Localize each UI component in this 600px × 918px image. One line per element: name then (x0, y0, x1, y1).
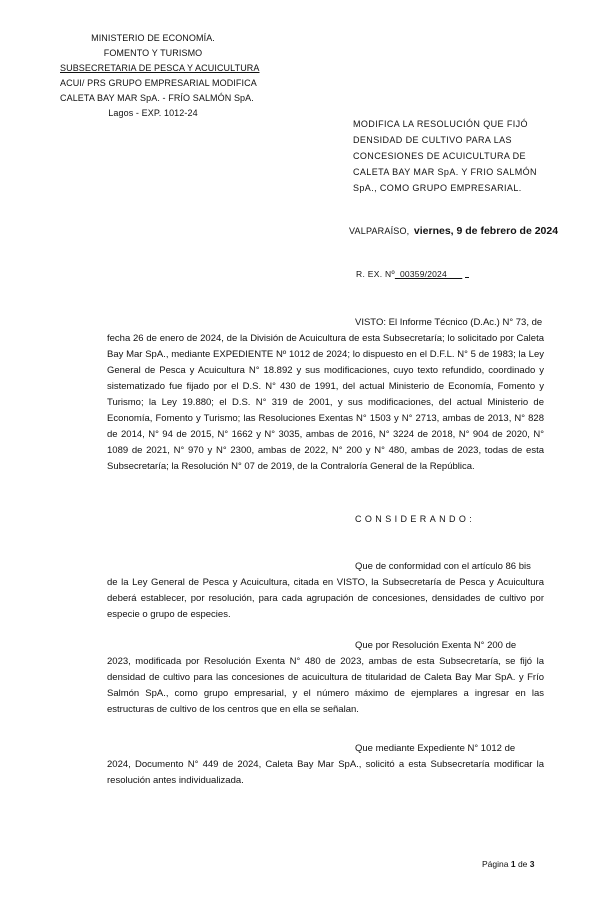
considerando-paragraph-3 (107, 741, 544, 789)
subject-line: CONCESIONES DE ACUICULTURA DE (353, 151, 526, 161)
resolution-number (356, 269, 469, 279)
subject-line: DENSIDAD DE CULTIVO PARA LAS (353, 135, 512, 145)
considerando-paragraph-1 (107, 559, 544, 623)
place-and-date (349, 225, 564, 237)
header-line-subsecretaria: SUBSECRETARIA DE PESCA Y ACUICULTURA (60, 63, 260, 73)
header-line-ministry: MINISTERIO DE ECONOMÍA. (91, 33, 215, 43)
page-number-middle: de (515, 859, 530, 869)
paragraph-first-line: Que por Resolución Exenta N° 200 de (355, 640, 517, 651)
date: viernes, 9 de febrero de 2024 (413, 225, 559, 237)
header-line-fomento: FOMENTO Y TURISMO (103, 48, 203, 58)
paragraph-first-line: VISTO: El Informe Técnico (D.Ac.) N° 73, de (355, 317, 543, 328)
header-line-expediente: Lagos - EXP. 1012-24 (108, 108, 198, 118)
resolution-number-value: 00359/2024 (394, 269, 463, 279)
considerando-heading: CONSIDERANDO: (355, 514, 476, 524)
place: VALPARAÍSO, (349, 226, 410, 236)
paragraph-body: 2023, modificada por Resolución Exenta N° 480 de 2023, ambas de esta Subsecretaría, se fijó la densidad de cultivo para las concesiones de acuicultura de titularidad de Caleta Bay Mar SpA. y Frío Salmón SpA., como grupo empresarial, y el número máximo de ejemplares a ingresar en las estructuras de cultivo de los centros que en ella se señalan. (107, 656, 544, 715)
paragraph-body: 2024, Documento N° 449 de 2024, Caleta Bay Mar SpA., solicitó a esta Subsecretaría modificar la resolución antes individualizada. (107, 759, 544, 786)
considerando-paragraph-2 (107, 638, 544, 718)
paragraph-first-line: Que de conformidad con el artículo 86 bis (355, 561, 531, 572)
paragraph-first-line: Que mediante Expediente N° 1012 de (355, 743, 516, 754)
header-line-reference: ACUI/ PRS GRUPO EMPRESARIAL MODIFICA (60, 78, 257, 88)
paragraph-body: fecha 26 de enero de 2024, de la División de Acuicultura de esta Subsecretaría; lo solicitado por Caleta Bay Mar SpA., mediante EXPEDIENTE Nº 1012 de 2024; lo dispuesto en el D.F.L. N° 5 de 1983; la Ley General de Pesca y Acuicultura N° 18.892 y sus modificaciones, cuyo texto refundido, coordinado y sistematizado fue fijado por el D.S. N° 430 de 1991, del actual Ministerio de Economía, Fomento y Turismo; la Ley 19.880; el D.S. N° 319 de 2001, y sus modificaciones, del actual Ministerio de Economía, Fomento y Turismo; las Resoluciones Exentas N° 1503 y N° 2713, ambas de 2013, N° 828 de 2014, N° 94 de 2015, N° 1662 y N° 3035, ambas de 2016, N° 3224 de 2018, N° 904 de 2020, N° 1089 de 2021, N° 970 y N° 2300, ambas de 2022, N° 200 y N° 480, ambas de 2023, todas de esta Subsecretaría; la Resolución N° 07 de 2019, de la Contraloría General de la República. (107, 333, 544, 472)
page-number (482, 859, 535, 869)
subject-line: MODIFICA LA RESOLUCIÓN QUE FIJÓ (353, 119, 528, 129)
underline-tail (465, 269, 469, 278)
visto-paragraph (107, 315, 544, 475)
subject-line: SpA., COMO GRUPO EMPRESARIAL. (353, 183, 522, 193)
page-number-current: 1 (510, 859, 516, 869)
resolution-label: R. EX. Nº (356, 269, 395, 279)
issuer-header (60, 31, 260, 121)
header-line-companies: CALETA BAY MAR SpA. - FRÍO SALMÓN SpA. (60, 93, 254, 103)
page-number-prefix: Página (482, 859, 511, 869)
resolution-subject (353, 116, 553, 196)
paragraph-body: de la Ley General de Pesca y Acuicultura, citada en VISTO, la Subsecretaría de Pesca y Acuicultura deberá establecer, por resolución, para cada agrupación de concesiones, densidades de cultivo por especie o grupo de especies. (107, 577, 544, 620)
subject-line: CALETA BAY MAR SpA. Y FRIO SALMÓN (353, 167, 537, 177)
page-number-total: 3 (529, 859, 535, 869)
